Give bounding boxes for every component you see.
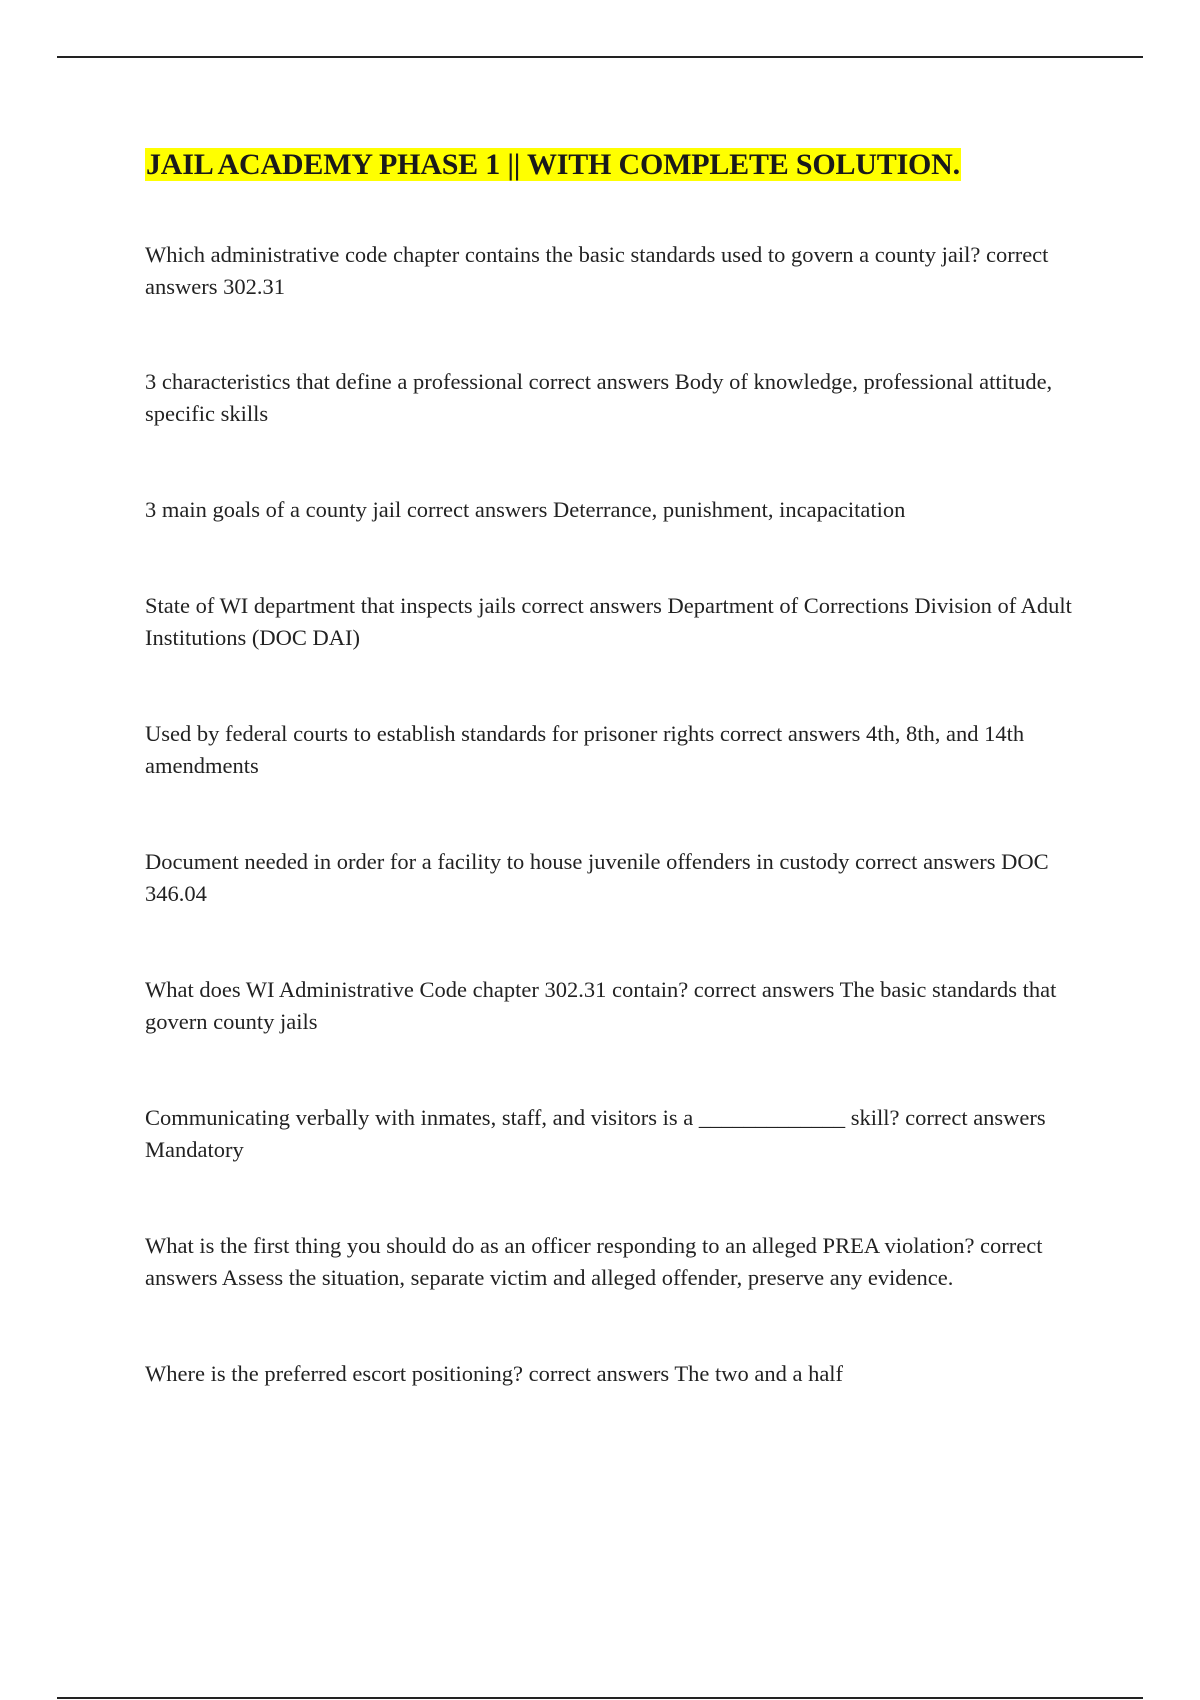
qa-item-text: What does WI Administrative Code chapter 302.31 contain? correct answers The basic standards that govern county jails [145, 977, 1057, 1034]
qa-item [145, 1102, 1090, 1166]
qa-item [145, 718, 1090, 782]
qa-item-text: State of WI department that inspects jails correct answers Department of Corrections Division of Adult Institutions (DOC DAI) [145, 593, 1072, 650]
document-body [145, 145, 1090, 1390]
qa-item-text: 3 characteristics that define a professional correct answers Body of knowledge, professional attitude, specific skills [145, 369, 1053, 426]
title-highlight: JAIL ACADEMY PHASE 1 || WITH COMPLETE SOLUTION. [146, 148, 960, 181]
qa-item-text: Which administrative code chapter contains the basic standards used to govern a county jail? correct answers 302.31 [145, 242, 1049, 299]
document-title [145, 145, 1090, 185]
qa-item-text: What is the first thing you should do as an officer responding to an alleged PREA violation? correct answers Assess the situation, separate victim and alleged offender, preserve any evidence. [145, 1233, 1043, 1290]
qa-item [145, 366, 1090, 430]
qa-item [145, 494, 1090, 526]
qa-item-text: Used by federal courts to establish standards for prisoner rights correct answers 4th, 8th, and 14th amendments [145, 721, 1025, 778]
qa-item-text: 3 main goals of a county jail correct answers Deterrance, punishment, incapacitation [145, 497, 906, 522]
top-rule [57, 56, 1143, 58]
qa-list [145, 239, 1090, 1390]
qa-item [145, 974, 1090, 1038]
qa-item [145, 846, 1090, 910]
qa-item-text: Document needed in order for a facility to house juvenile offenders in custody correct answers DOC 346.04 [145, 849, 1049, 906]
qa-item [145, 1358, 1090, 1390]
qa-item-text: Where is the preferred escort positioning? correct answers The two and a half [145, 1361, 844, 1386]
qa-item [145, 239, 1090, 303]
qa-item-text: Communicating verbally with inmates, staff, and visitors is a _____________ skill? correct answers Mandatory [145, 1105, 1046, 1162]
qa-item [145, 1230, 1090, 1294]
qa-item [145, 590, 1090, 654]
bottom-rule [57, 1697, 1143, 1699]
